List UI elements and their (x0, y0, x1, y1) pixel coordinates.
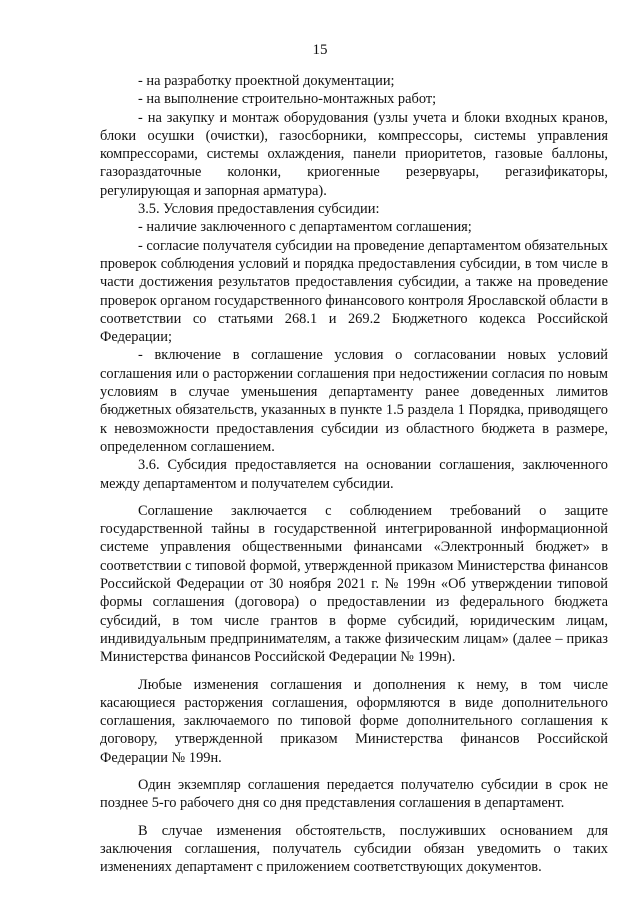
paragraph: Любые изменения соглашения и дополнения к нему, в том числе касающиеся расторжения соглашения, оформляются в виде дополнительного соглашения, заключаемого по типовой форме дополнительного соглашения к договору, утвержденной приказом Министерства финансов Российской Федерации № 199н. (100, 676, 608, 766)
paragraph: - включение в соглашение условия о согласовании новых условий соглашения или о расторжении соглашения при недостижении согласия по новым условиям в случае уменьшения департаменту ранее доведенных лимитов бюджетных обязательств, указанных в пункте 1.5 раздела 1 Порядка, приводящего к невозможности предоставления субсидии из областного бюджета в размере, определенном соглашением. (100, 347, 608, 455)
document-body (100, 72, 608, 876)
paragraph: - согласие получателя субсидии на проведение департаментом обязательных проверок соблюдения условий и порядка предоставления субсидии, в том числе в части достижения результатов предоставления субсидии, а также на проведение проверок органом государственного финансового контроля Ярославской области в соответствии со статьями 268.1 и 269.2 Бюджетного кодекса Российской Федерации; (100, 237, 608, 346)
page-number: 15 (312, 42, 328, 58)
paragraph: В случае изменения обстоятельств, послуживших основанием для заключения соглашения, получатель субсидии обязан уведомить о таких изменениях департамент с приложением соответствующих документов. (100, 822, 608, 876)
paragraph: 3.5. Условия предоставления субсидии: (138, 201, 380, 218)
paragraph: Соглашение заключается с соблюдением требований о защите государственной тайны в государственной интегрированной информационной системе управления общественными финансами «Электронный бюджет» в соответствии с типовой формой, утвержденной приказом Министерства финансов Российской Федерации от 30 ноября 2021 г. № 199н «Об утверждении типовой формы соглашения (договора) о предоставлении из федерального бюджета субсидий, в том числе грантов в форме субсидий, юридическим лицам, индивидуальным предпринимателям, а также физическим лицам» (далее – приказ Министерства финансов Российской Федерации № 199н). (100, 502, 608, 666)
paragraph: - на разработку проектной документации; (138, 73, 395, 89)
paragraph: - наличие заключенного с департаментом соглашения; (138, 219, 472, 236)
paragraph: Один экземпляр соглашения передается получателю субсидии в срок не позднее 5-го рабочего дня со дня представления соглашения в департамент. (100, 776, 608, 812)
paragraph: - на закупку и монтаж оборудования (узлы учета и блоки входных кранов, блоки осушки (очистки), газосборники, компрессоры, системы управления компрессорами, системы охлаждения, панели приоритетов, газовые баллоны, газораздаточные колонки, криогенные резервуары, регазификаторы, регулирующая и запорная арматура). (100, 109, 608, 199)
paragraph: 3.6. Субсидия предоставляется на основании соглашения, заключенного между департаментом и получателем субсидии. (100, 457, 608, 492)
paragraph: - на выполнение строительно-монтажных работ; (138, 91, 437, 108)
